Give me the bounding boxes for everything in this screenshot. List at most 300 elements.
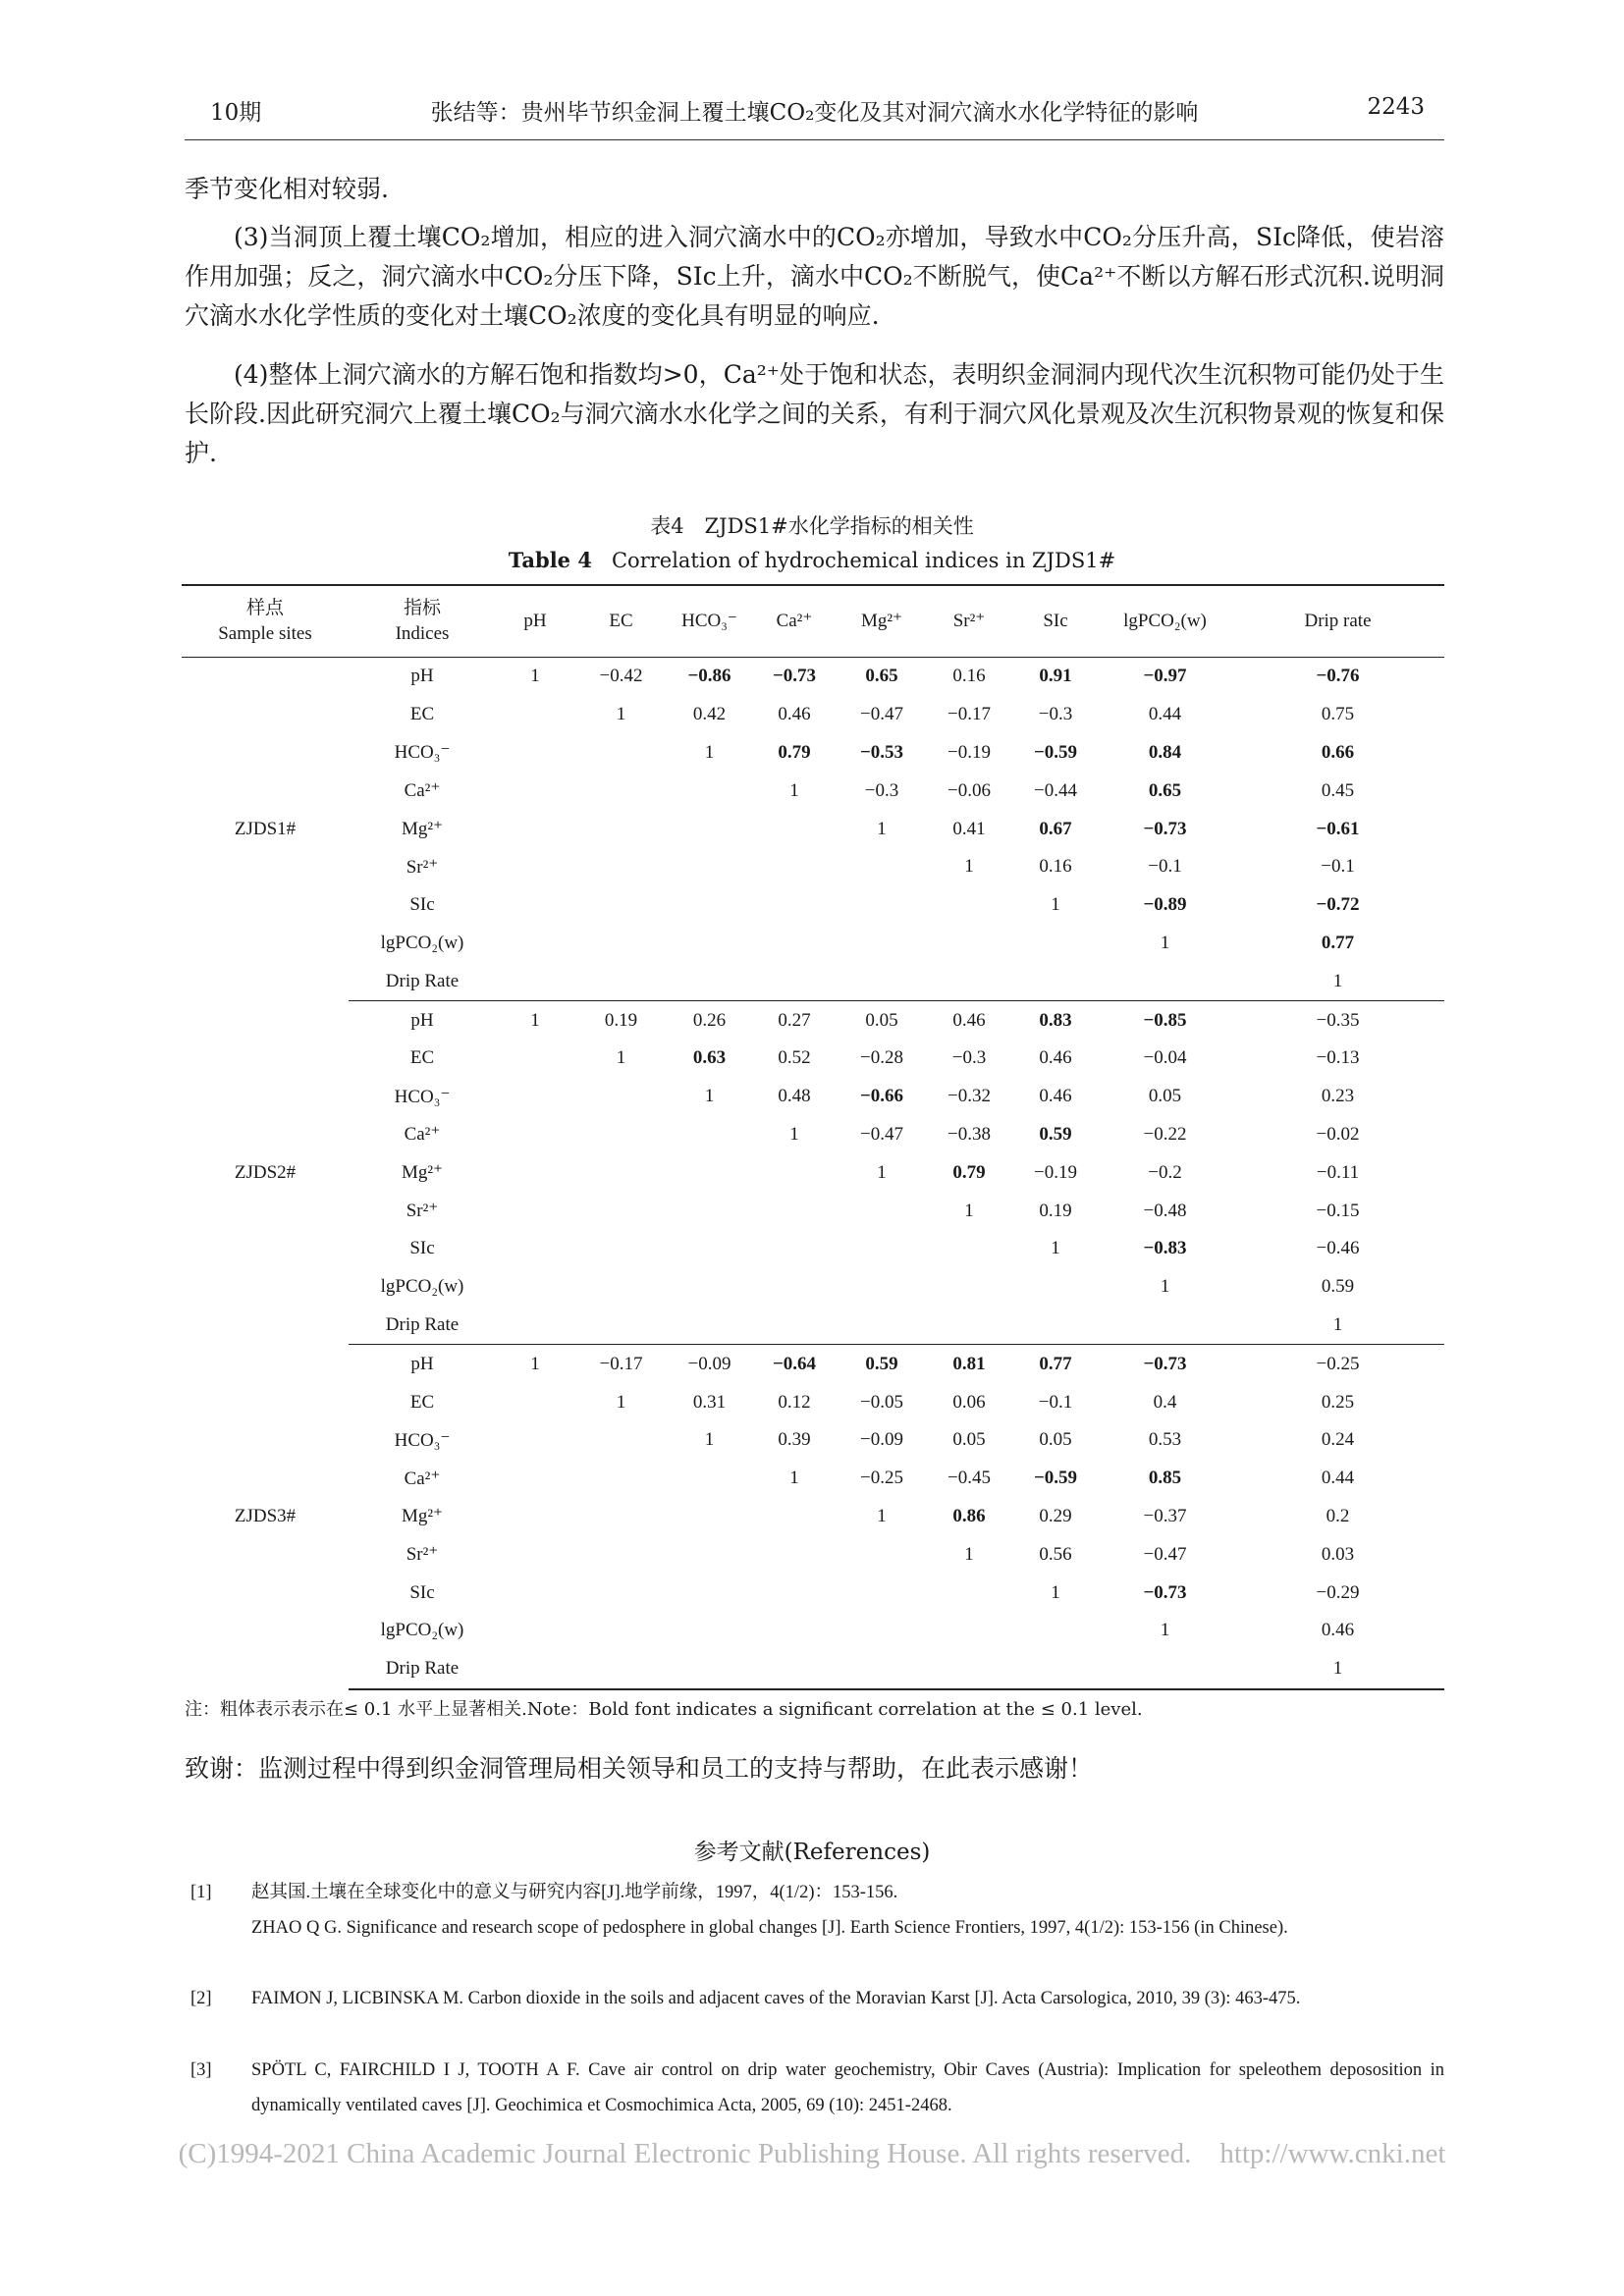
- correlation-cell: 0.19: [1039, 1200, 1072, 1221]
- table-row: [182, 1230, 1444, 1268]
- correlation-cell: 0.79: [778, 741, 811, 763]
- correlation-cell: [496, 810, 574, 848]
- correlation-cell: 0.25: [1321, 1391, 1355, 1413]
- correlation-cell: −0.76: [1316, 666, 1360, 687]
- correlation-cell: [838, 1612, 926, 1650]
- correlation-cell: [1012, 1612, 1099, 1650]
- correlation-cell: 1: [1051, 1238, 1060, 1259]
- correlation-cell: [574, 1612, 668, 1650]
- correlation-cell: −0.11: [1316, 1161, 1360, 1183]
- correlation-cell: [668, 772, 751, 810]
- correlation-cell: 1: [1051, 1581, 1060, 1603]
- correlation-cell: 0.27: [778, 1009, 811, 1031]
- correlation-cell: [1012, 1307, 1099, 1345]
- table-row: [182, 1535, 1444, 1574]
- row-index-label: HCO₃⁻: [394, 1086, 451, 1107]
- correlation-cell: 0.05: [1039, 1429, 1072, 1451]
- correlation-cell: −0.47: [1143, 1543, 1187, 1565]
- correlation-cell: [496, 962, 574, 1000]
- correlation-cell: [574, 1307, 668, 1345]
- correlation-cell: [838, 1230, 926, 1268]
- correlation-cell: [751, 1650, 838, 1689]
- row-index-label: pH: [410, 1353, 434, 1374]
- correlation-cell: −0.44: [1034, 779, 1077, 801]
- reference-text: FAIMON J, LICBINSKA M. Carbon dioxide in the soils and adjacent caves of the Moravian Karst [J]. Acta Carsologica, 2010, 39 (3): 463-475.: [251, 1989, 1301, 2008]
- table-body: [182, 658, 1444, 1689]
- correlation-cell: 1: [789, 1468, 799, 1489]
- reference-number: [1]: [190, 1883, 212, 1902]
- correlation-cell: −0.72: [1316, 894, 1360, 916]
- header-sample-sites: 样点 Sample sites: [182, 585, 349, 658]
- sample-site-label: ZJDS1#: [234, 818, 297, 839]
- correlation-cell: [838, 925, 926, 963]
- table-row: [182, 1498, 1444, 1536]
- correlation-cell: −0.02: [1316, 1123, 1360, 1145]
- correlation-cell: [668, 1230, 751, 1268]
- correlation-cell: 0.46: [778, 704, 811, 725]
- table-row: [182, 1345, 1444, 1383]
- correlation-cell: [574, 962, 668, 1000]
- row-index-label: Sr²⁺: [406, 1544, 439, 1566]
- paragraph-conclusion-4: (4)整体上洞穴滴水的方解石饱和指数均>0，Ca²⁺处于饱和状态，表明织金洞洞内现代次生沉积物可能仍处于生长阶段.因此研究洞穴上覆土壤CO₂与洞穴滴水水化学之间的关系，有利于洞穴风化景观及次生沉积物景观的恢复和保护.: [185, 360, 1444, 467]
- correlation-cell: 0.77: [1321, 932, 1355, 953]
- col-header: Drip rate: [1231, 585, 1444, 658]
- correlation-cell: [574, 772, 668, 810]
- correlation-cell: [668, 1650, 751, 1689]
- correlation-cell: 1: [877, 818, 887, 839]
- correlation-cell: 0.29: [1039, 1505, 1072, 1526]
- correlation-cell: [751, 1192, 838, 1230]
- correlation-cell: −0.3: [951, 1047, 987, 1069]
- reference-number: [2]: [190, 1989, 212, 2008]
- table-row: [182, 925, 1444, 963]
- correlation-cell: −0.38: [947, 1123, 991, 1145]
- table-caption-en: [0, 548, 1624, 572]
- correlation-cell: 0.67: [1039, 818, 1072, 839]
- correlation-cell: −0.19: [947, 741, 991, 763]
- row-index-label: Mg²⁺: [401, 819, 444, 840]
- correlation-cell: [926, 886, 1012, 925]
- correlation-cell: [838, 1192, 926, 1230]
- correlation-cell: −0.25: [860, 1468, 903, 1489]
- row-index-label: EC: [409, 704, 435, 725]
- correlation-cell: 0.12: [778, 1391, 811, 1413]
- correlation-cell: −0.1: [1038, 1391, 1073, 1413]
- correlation-cell: 1: [530, 666, 540, 687]
- col-header: Sr²⁺: [926, 585, 1012, 658]
- correlation-cell: 1: [964, 856, 974, 878]
- table-row: [182, 1574, 1444, 1612]
- correlation-cell: 1: [530, 1009, 540, 1031]
- correlation-cell: −0.47: [860, 704, 903, 725]
- correlation-cell: −0.85: [1143, 1009, 1187, 1031]
- correlation-cell: 1: [530, 1353, 540, 1374]
- table-row: [182, 1192, 1444, 1230]
- correlation-cell: [496, 1307, 574, 1345]
- table-note: 注：粗体表示表示在≤ 0.1 水平上显著相关.Note：Bold font indicates a significant correlation at the ≤ 0.1 level.: [185, 1699, 1143, 1720]
- correlation-cell: [574, 1078, 668, 1116]
- sample-site-label: ZJDS2#: [234, 1161, 297, 1183]
- correlation-cell: −0.86: [687, 666, 731, 687]
- correlation-cell: 1: [877, 1505, 887, 1526]
- correlation-cell: 0.52: [778, 1047, 811, 1069]
- correlation-cell: 0.65: [1148, 779, 1182, 801]
- correlation-cell: 1: [1051, 894, 1060, 916]
- correlation-cell: 1: [704, 741, 715, 763]
- correlation-cell: [926, 1612, 1012, 1650]
- correlation-cell: −0.04: [1143, 1047, 1187, 1069]
- correlation-cell: 0.91: [1039, 666, 1072, 687]
- row-index-label: Drip Rate: [349, 1650, 496, 1689]
- correlation-cell: [574, 1153, 668, 1192]
- correlation-cell: 1: [877, 1161, 887, 1183]
- row-index-label: HCO₃⁻: [394, 1429, 451, 1451]
- correlation-cell: −0.83: [1143, 1238, 1187, 1259]
- correlation-cell: [496, 1116, 574, 1154]
- correlation-cell: [838, 1650, 926, 1689]
- correlation-cell: −0.59: [1033, 741, 1078, 763]
- correlation-cell: [496, 1498, 574, 1536]
- correlation-cell: [668, 1535, 751, 1574]
- correlation-cell: 0.06: [952, 1391, 986, 1413]
- correlation-cell: 0.79: [952, 1161, 986, 1183]
- correlation-cell: −0.48: [1143, 1200, 1187, 1221]
- correlation-cell: [496, 1040, 574, 1078]
- table-row: [182, 1612, 1444, 1650]
- correlation-cell: −0.1: [1321, 856, 1355, 878]
- correlation-cell: 1: [1160, 932, 1170, 953]
- correlation-cell: [574, 1498, 668, 1536]
- correlation-cell: −0.97: [1143, 666, 1187, 687]
- col-header: pH: [496, 585, 574, 658]
- correlation-cell: [668, 962, 751, 1000]
- correlation-cell: [838, 962, 926, 1000]
- correlation-cell: [838, 886, 926, 925]
- correlation-cell: −0.28: [860, 1047, 903, 1069]
- correlation-cell: [496, 696, 574, 734]
- correlation-cell: [496, 1192, 574, 1230]
- row-index-label: Ca²⁺: [404, 780, 441, 802]
- correlation-cell: 1: [964, 1543, 974, 1565]
- correlation-cell: 0.46: [1039, 1086, 1072, 1107]
- correlation-cell: [668, 1153, 751, 1192]
- correlation-cell: [574, 1650, 668, 1689]
- correlation-cell: 0.42: [692, 704, 727, 725]
- correlation-cell: −0.64: [772, 1353, 817, 1374]
- correlation-cell: 1: [616, 1391, 626, 1413]
- correlation-cell: 0.59: [1039, 1123, 1072, 1145]
- correlation-cell: [751, 925, 838, 963]
- correlation-cell: [926, 962, 1012, 1000]
- correlation-cell: 0.19: [604, 1009, 638, 1031]
- row-index-label: EC: [409, 1047, 435, 1069]
- row-index-label: EC: [409, 1391, 435, 1413]
- correlation-cell: −0.61: [1316, 818, 1360, 839]
- correlation-cell: −0.47: [860, 1123, 903, 1145]
- correlation-cell: [926, 1574, 1012, 1612]
- correlation-cell: 0.05: [952, 1429, 986, 1451]
- correlation-cell: 1: [704, 1429, 715, 1451]
- correlation-cell: 0.75: [1321, 704, 1355, 725]
- correlation-cell: [751, 1153, 838, 1192]
- correlation-cell: [668, 1268, 751, 1307]
- paragraph-conclusion-3: (3)当洞顶上覆土壤CO₂增加，相应的进入洞穴滴水中的CO₂亦增加，导致水中CO₂分压升高，SIc降低，使岩溶作用加强；反之，洞穴滴水中CO₂分压下降，SIc上升，滴水中CO₂不断脱气，使Ca²⁺不断以方解石形式沉积.说明洞穴滴水水化学性质的变化对土壤CO₂浓度的变化具有明显的响应.: [185, 223, 1444, 330]
- correlation-cell: [751, 962, 838, 1000]
- table-row: [182, 1001, 1444, 1040]
- correlation-cell: 0.16: [952, 666, 986, 687]
- reference-text: ZHAO Q G. Significance and research scope of pedosphere in global changes [J]. Earth Science Frontiers, 1997, 4(1/2): 153-156 (in Chinese).: [251, 1918, 1288, 1938]
- correlation-cell: [496, 886, 574, 925]
- correlation-cell: −0.25: [1316, 1353, 1360, 1374]
- correlation-cell: 0.16: [1039, 856, 1072, 878]
- correlation-cell: 1: [1231, 1650, 1444, 1689]
- correlation-cell: [668, 848, 751, 886]
- correlation-cell: [574, 810, 668, 848]
- correlation-cell: [668, 1460, 751, 1498]
- correlation-cell: 0.63: [692, 1047, 727, 1069]
- table-row: [182, 1153, 1444, 1192]
- correlation-cell: 0.53: [1148, 1429, 1182, 1451]
- reference-item: [185, 1981, 1444, 2016]
- correlation-cell: [496, 1078, 574, 1116]
- row-index-label: SIc: [409, 1581, 435, 1603]
- correlation-cell: −0.32: [947, 1086, 991, 1107]
- correlation-cell: [496, 848, 574, 886]
- correlation-cell: 0.23: [1321, 1086, 1355, 1107]
- correlation-cell: [496, 1574, 574, 1612]
- correlation-cell: [751, 1574, 838, 1612]
- correlation-cell: [574, 1192, 668, 1230]
- correlation-cell: 0.77: [1039, 1353, 1072, 1374]
- correlation-cell: [1099, 1307, 1231, 1345]
- correlation-cell: −0.73: [772, 666, 817, 687]
- running-title: 张结等：贵州毕节织金洞上覆土壤CO₂变化及其对洞穴滴水水化学特征的影响: [430, 100, 1199, 126]
- correlation-cell: 0.41: [952, 818, 986, 839]
- table-caption-zh: 表4 ZJDS1#水化学指标的相关性: [650, 514, 974, 538]
- correlation-cell: 0.44: [1321, 1468, 1355, 1489]
- correlation-cell: [496, 1421, 574, 1460]
- correlation-cell: [1099, 962, 1231, 1000]
- row-index-label: lgPCO₂(w): [380, 932, 464, 953]
- table-row: [182, 772, 1444, 810]
- correlation-cell: −0.73: [1143, 818, 1187, 839]
- row-index-label: Drip Rate: [349, 962, 496, 1000]
- correlation-cell: [668, 1498, 751, 1536]
- correlation-cell: [496, 1535, 574, 1574]
- table-row: [182, 1268, 1444, 1307]
- table-row: [182, 658, 1444, 696]
- correlation-cell: 0.46: [952, 1009, 986, 1031]
- correlation-cell: [496, 734, 574, 773]
- correlation-cell: 0.26: [692, 1009, 727, 1031]
- correlation-cell: 0.05: [1148, 1086, 1182, 1107]
- row-index-label: Sr²⁺: [406, 1201, 439, 1222]
- table-row: [182, 886, 1444, 925]
- correlation-cell: −0.09: [860, 1429, 903, 1451]
- reference-item: [185, 1875, 1444, 1946]
- correlation-cell: −0.3: [1038, 704, 1073, 725]
- correlation-cell: 0.56: [1039, 1543, 1072, 1565]
- correlation-cell: [668, 1192, 751, 1230]
- correlation-cell: 1: [964, 1200, 974, 1221]
- row-index-label: Ca²⁺: [404, 1124, 441, 1146]
- correlation-cell: −0.35: [1316, 1009, 1360, 1031]
- correlation-cell: [496, 1383, 574, 1421]
- correlation-cell: [926, 925, 1012, 963]
- correlation-cell: −0.59: [1033, 1468, 1078, 1489]
- table-row: [182, 1116, 1444, 1154]
- correlation-cell: [751, 1268, 838, 1307]
- correlation-cell: 0.4: [1153, 1391, 1177, 1413]
- correlation-cell: [574, 848, 668, 886]
- correlation-cell: −0.2: [1148, 1161, 1182, 1183]
- correlation-cell: −0.53: [859, 741, 904, 763]
- correlation-cell: [668, 810, 751, 848]
- correlation-cell: −0.42: [599, 666, 643, 687]
- page-header: [185, 94, 1444, 140]
- correlation-cell: −0.89: [1143, 894, 1187, 916]
- correlation-cell: −0.06: [947, 779, 991, 801]
- correlation-cell: [751, 886, 838, 925]
- row-index-label: SIc: [409, 1238, 435, 1259]
- correlation-cell: [668, 1612, 751, 1650]
- correlation-cell: 1: [704, 1086, 715, 1107]
- correlation-cell: 1: [616, 704, 626, 725]
- correlation-cell: 0.24: [1321, 1429, 1355, 1451]
- correlation-cell: −0.1: [1148, 856, 1182, 878]
- correlation-cell: [574, 1574, 668, 1612]
- table-row: [182, 1650, 1444, 1689]
- row-index-label: lgPCO₂(w): [380, 1620, 464, 1641]
- col-header: EC: [574, 585, 668, 658]
- correlation-cell: [751, 1307, 838, 1345]
- paragraph-continuation: 季节变化相对较弱.: [185, 175, 389, 203]
- correlation-cell: −0.19: [1034, 1161, 1077, 1183]
- table-row: [182, 848, 1444, 886]
- correlation-table: [182, 584, 1444, 1690]
- col-header: HCO₃⁻: [668, 585, 751, 658]
- correlation-cell: 0.31: [692, 1391, 727, 1413]
- correlation-cell: 1: [789, 779, 799, 801]
- table-row: [182, 696, 1444, 734]
- correlation-cell: [668, 925, 751, 963]
- correlation-cell: [1012, 1650, 1099, 1689]
- acknowledgement: 致谢：监测过程中得到织金洞管理局相关领导和员工的支持与帮助，在此表示感谢！: [185, 1754, 1094, 1783]
- correlation-cell: 0.39: [778, 1429, 811, 1451]
- table-row: [182, 1307, 1444, 1345]
- correlation-cell: [838, 1307, 926, 1345]
- correlation-cell: [838, 1268, 926, 1307]
- correlation-cell: [574, 734, 668, 773]
- correlation-cell: −0.22: [1143, 1123, 1187, 1145]
- correlation-cell: 1: [1231, 1307, 1444, 1345]
- reference-number: [3]: [190, 2060, 212, 2080]
- correlation-cell: [496, 1268, 574, 1307]
- col-header: Mg²⁺: [838, 585, 926, 658]
- correlation-cell: [751, 1230, 838, 1268]
- correlation-cell: [574, 886, 668, 925]
- copyright-footer: (C)1994-2021 China Academic Journal Electronic Publishing House. All rights reserved. http://www.cnki.net: [178, 2138, 1446, 2169]
- reference-item: [185, 2053, 1444, 2123]
- correlation-cell: [496, 1612, 574, 1650]
- table-label: Table 4: [508, 548, 592, 572]
- correlation-cell: [838, 848, 926, 886]
- table-row: [182, 810, 1444, 848]
- correlation-cell: [838, 1574, 926, 1612]
- correlation-cell: [751, 1535, 838, 1574]
- correlation-cell: 0.45: [1321, 779, 1355, 801]
- table-title: Correlation of hydrochemical indices in ZJDS1#: [611, 549, 1116, 572]
- row-index-label: Sr²⁺: [406, 856, 439, 878]
- correlation-cell: −0.46: [1316, 1238, 1360, 1259]
- correlation-cell: 0.2: [1326, 1505, 1350, 1526]
- table-row: [182, 1421, 1444, 1460]
- row-index-label: pH: [410, 1009, 434, 1031]
- correlation-cell: 1: [1160, 1276, 1170, 1298]
- correlation-cell: 1: [789, 1123, 799, 1145]
- correlation-cell: −0.3: [864, 779, 899, 801]
- correlation-cell: [668, 886, 751, 925]
- correlation-cell: 0.84: [1148, 741, 1182, 763]
- correlation-cell: 1: [1160, 1620, 1170, 1641]
- correlation-cell: [926, 1650, 1012, 1689]
- correlation-cell: 0.05: [865, 1009, 898, 1031]
- row-index-label: Drip Rate: [349, 1307, 496, 1345]
- correlation-cell: −0.29: [1316, 1581, 1360, 1603]
- correlation-cell: [574, 1230, 668, 1268]
- correlation-cell: −0.09: [687, 1353, 731, 1374]
- correlation-cell: [496, 772, 574, 810]
- correlation-cell: [926, 1307, 1012, 1345]
- correlation-cell: [574, 1421, 668, 1460]
- correlation-cell: 0.85: [1148, 1468, 1182, 1489]
- correlation-cell: 0.46: [1321, 1620, 1355, 1641]
- col-header: SIc: [1012, 585, 1099, 658]
- correlation-cell: 0.81: [952, 1353, 986, 1374]
- reference-text: 赵其国.土壤在全球变化中的意义与研究内容[J].地学前缘，1997，4(1/2)：153-156.: [251, 1883, 898, 1902]
- header-indices: 指标 Indices: [349, 585, 496, 658]
- correlation-cell: [496, 1153, 574, 1192]
- correlation-cell: −0.05: [860, 1391, 903, 1413]
- correlation-cell: [926, 1230, 1012, 1268]
- correlation-cell: 0.59: [865, 1353, 898, 1374]
- correlation-cell: −0.17: [947, 704, 991, 725]
- row-index-label: Mg²⁺: [401, 1162, 444, 1184]
- row-index-label: Mg²⁺: [401, 1506, 444, 1527]
- table-row: [182, 962, 1444, 1000]
- correlation-cell: [496, 925, 574, 963]
- correlation-cell: [751, 810, 838, 848]
- correlation-cell: 1: [616, 1047, 626, 1069]
- correlation-cell: 0.66: [1321, 741, 1355, 763]
- correlation-cell: −0.45: [947, 1468, 991, 1489]
- correlation-cell: [574, 925, 668, 963]
- correlation-cell: [751, 848, 838, 886]
- correlation-cell: [574, 1460, 668, 1498]
- correlation-cell: 0.83: [1039, 1009, 1072, 1031]
- table-row: [182, 1078, 1444, 1116]
- table-row: [182, 1040, 1444, 1078]
- correlation-cell: 0.86: [952, 1505, 986, 1526]
- correlation-cell: −0.17: [599, 1353, 643, 1374]
- correlation-cell: [1012, 1268, 1099, 1307]
- correlation-cell: 0.03: [1321, 1543, 1355, 1565]
- correlation-cell: [668, 1116, 751, 1154]
- correlation-cell: [496, 1460, 574, 1498]
- correlation-cell: [574, 1268, 668, 1307]
- row-index-label: lgPCO₂(w): [380, 1276, 464, 1298]
- correlation-cell: [751, 1498, 838, 1536]
